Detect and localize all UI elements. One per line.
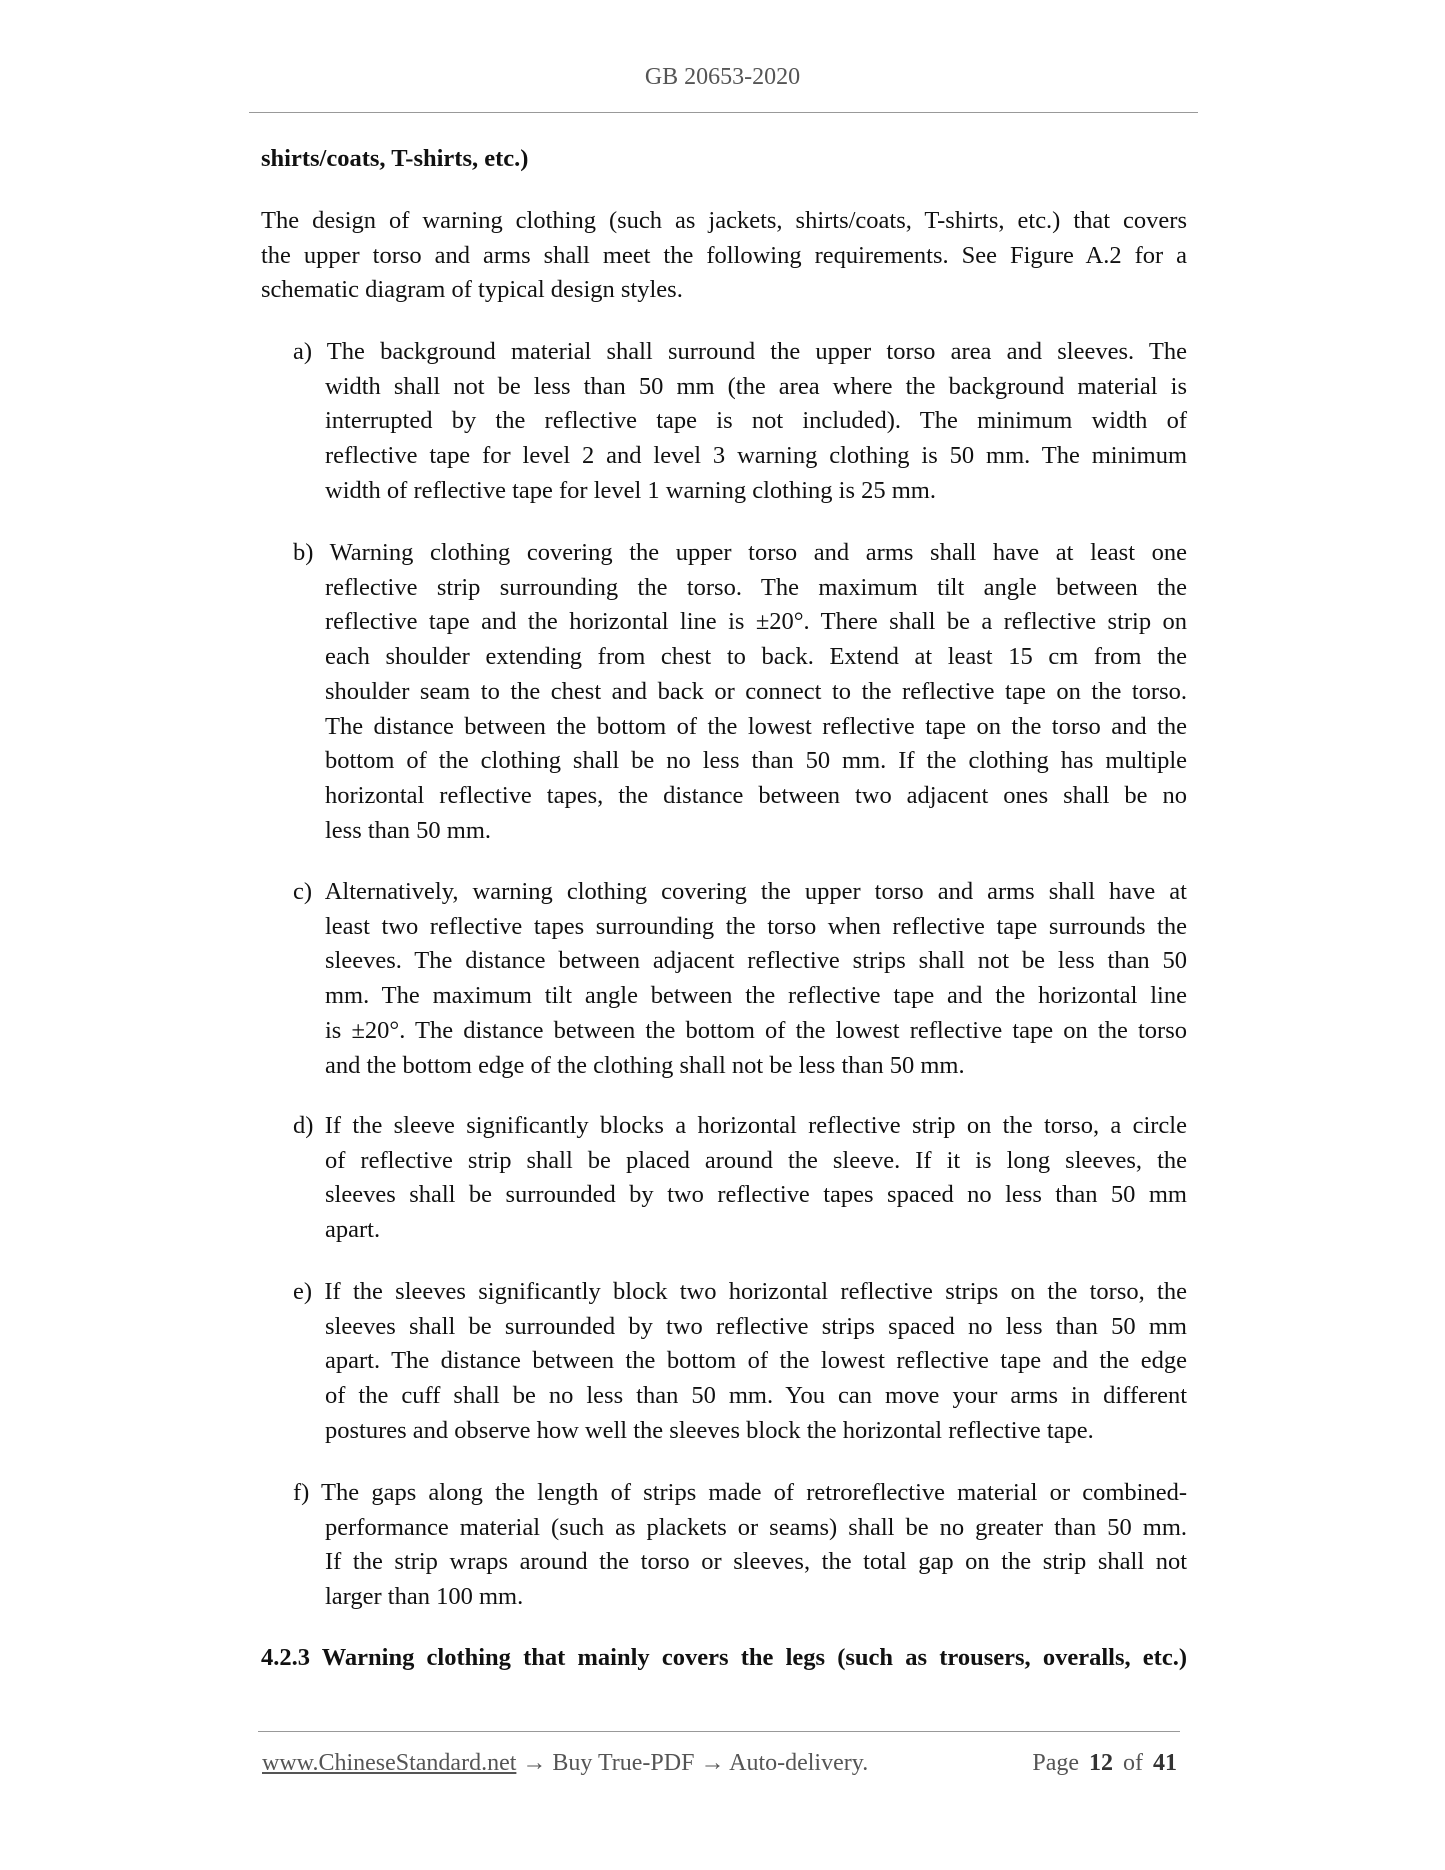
section-heading-4-2-3: 4.2.3 Warning clothing that mainly covers the legs (such as trousers, overalls, etc.) xyxy=(261,1644,1187,1671)
list-item-line: mm. The maximum tilt angle between the reflective tape and the horizontal line xyxy=(325,982,1187,1010)
list-item-line: each shoulder extending from chest to back. Extend at least 15 cm from the xyxy=(325,643,1187,671)
list-item-line: least two reflective tapes surrounding the torso when reflective tape surrounds the xyxy=(325,912,1187,940)
list-item-line: The distance between the bottom of the lowest reflective tape on the torso and the xyxy=(325,712,1187,740)
footer-text xyxy=(262,1750,868,1777)
intro-paragraph-line: schematic diagram of typical design styles. xyxy=(261,276,683,304)
list-item-line: f) The gaps along the length of strips made of retroreflective material or combined- xyxy=(293,1479,1187,1506)
list-item-line: sleeves shall be surrounded by two reflective strips spaced no less than 50 mm xyxy=(325,1312,1187,1340)
footer-tagline: → Buy True-PDF → Auto-delivery. xyxy=(516,1750,869,1776)
page-total: 41 xyxy=(1153,1750,1177,1776)
list-item-line: a) The background material shall surround the upper torso area and sleeves. The xyxy=(293,338,1187,365)
list-item-line: of reflective strip shall be placed around the sleeve. If it is long sleeves, the xyxy=(325,1146,1187,1174)
list-item-line: apart. xyxy=(325,1216,381,1244)
footer-divider xyxy=(258,1731,1180,1732)
list-item-line: If the strip wraps around the torso or sleeves, the total gap on the strip shall not xyxy=(325,1548,1187,1576)
list-item-line: shoulder seam to the chest and back or connect to the reflective tape on the torso. xyxy=(325,677,1187,705)
of-label: of xyxy=(1123,1750,1143,1776)
intro-paragraph-line: The design of warning clothing (such as jackets, shirts/coats, T-shirts, etc.) that covers xyxy=(261,207,1187,234)
list-item-line: and the bottom edge of the clothing shall not be less than 50 mm. xyxy=(325,1051,965,1079)
list-item-line: reflective strip surrounding the torso. The maximum tilt angle between the xyxy=(325,573,1187,601)
list-item-line: bottom of the clothing shall be no less than 50 mm. If the clothing has multiple xyxy=(325,747,1187,775)
page-number: 12 xyxy=(1089,1750,1113,1776)
website-link[interactable]: www.ChineseStandard.net xyxy=(262,1750,517,1776)
section-heading-continued: shirts/coats, T-shirts, etc.) xyxy=(261,145,529,172)
list-item-line: interrupted by the reflective tape is not included). The minimum width of xyxy=(325,407,1187,435)
list-item-line: reflective tape and the horizontal line is ±20°. There shall be a reflective strip on xyxy=(325,608,1187,636)
list-item-line: larger than 100 mm. xyxy=(325,1583,524,1611)
list-item-line: sleeves shall be surrounded by two reflective tapes spaced no less than 50 mm xyxy=(325,1181,1187,1209)
list-item-line: of the cuff shall be no less than 50 mm. You can move your arms in different xyxy=(325,1382,1187,1410)
list-item-line: b) Warning clothing covering the upper torso and arms shall have at least one xyxy=(293,539,1187,566)
list-item-line: c) Alternatively, warning clothing covering the upper torso and arms shall have at xyxy=(293,878,1187,905)
list-item-line: sleeves. The distance between adjacent reflective strips shall not be less than 50 xyxy=(325,947,1187,975)
list-item-line: width shall not be less than 50 mm (the area where the background material is xyxy=(325,372,1187,400)
list-item-line: apart. The distance between the bottom of the lowest reflective tape and the edge xyxy=(325,1347,1187,1375)
page-label: Page xyxy=(1032,1750,1079,1776)
list-item-line: horizontal reflective tapes, the distance between two adjacent ones shall be no xyxy=(325,781,1187,809)
document-header: GB 20653-2020 xyxy=(644,64,801,90)
list-item-line: is ±20°. The distance between the bottom of the lowest reflective tape on the torso xyxy=(325,1016,1187,1044)
header-divider xyxy=(249,112,1198,113)
list-item-line: less than 50 mm. xyxy=(325,816,492,844)
list-item-line: postures and observe how well the sleeves block the horizontal reflective tape. xyxy=(325,1416,1094,1444)
list-item-line: d) If the sleeve significantly blocks a horizontal reflective strip on the torso, a circle xyxy=(293,1112,1187,1139)
intro-paragraph-line: the upper torso and arms shall meet the following requirements. See Figure A.2 for a xyxy=(261,241,1187,269)
list-item-line: e) If the sleeves significantly block two horizontal reflective strips on the torso, the xyxy=(293,1278,1187,1305)
list-item-line: performance material (such as plackets or seams) shall be no greater than 50 mm. xyxy=(325,1513,1187,1541)
list-item-line: width of reflective tape for level 1 warning clothing is 25 mm. xyxy=(325,476,936,504)
page-indicator xyxy=(1032,1750,1177,1777)
list-item-line: reflective tape for level 2 and level 3 warning clothing is 50 mm. The minimum xyxy=(325,442,1187,470)
